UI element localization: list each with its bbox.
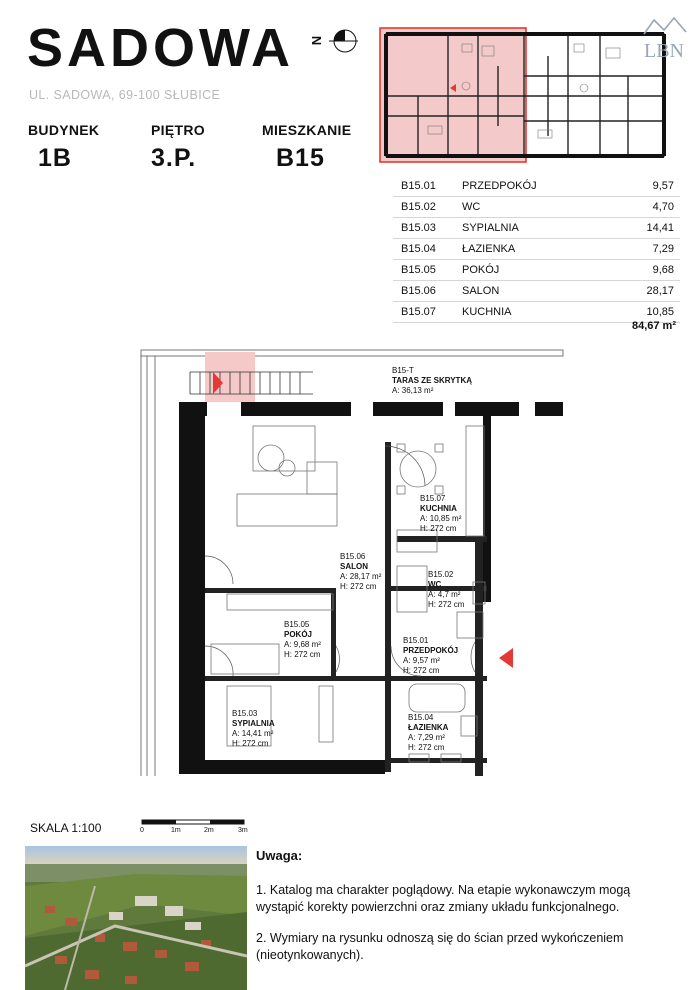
plan-label-pokoj: B15.05 POKÓJ A: 9,68 m² H: 272 cm (284, 620, 321, 659)
room-name: WC (454, 197, 609, 218)
room-code: B15.05 (393, 260, 454, 281)
scale-label: SKALA 1:100 (30, 821, 102, 835)
total-area: 84,67 m² (631, 320, 676, 332)
project-address: UL. SADOWA, 69-100 SŁUBICE (29, 88, 221, 102)
room-name: KUCHNIA (454, 302, 609, 323)
floor-label: PIĘTRO (151, 122, 205, 138)
compass-north-label: N (309, 35, 325, 46)
room-row (393, 260, 680, 281)
scale-tick: 2m (204, 827, 214, 834)
apartment-label: MIESZKANIE (262, 122, 352, 138)
plan-label-hall: B15.01 PRZEDPOKÓJ A: 9,57 m² H: 272 cm (403, 636, 459, 675)
note-item: 2. Wymiary na rysunku odnoszą się do ścian przed wykończeniem (nieotynkowanych). (256, 931, 624, 962)
room-code: B15.04 (393, 239, 454, 260)
floor-value: 3.P. (151, 144, 197, 172)
room-row (393, 197, 680, 218)
room-code: B15.01 (393, 176, 454, 197)
room-code: B15.02 (393, 197, 454, 218)
room-name: PRZEDPOKÓJ (454, 176, 609, 197)
lbn-logo (640, 12, 690, 62)
plan-label-terrace: B15-T TARAS ZE SKRYTKĄ A: 36,13 m² (392, 366, 472, 395)
room-area: 9,68 (609, 260, 680, 281)
room-code: B15.07 (393, 302, 454, 323)
project-title: SADOWA (27, 18, 294, 78)
aerial-photo (25, 846, 247, 990)
plan-label-bathroom: B15.04 ŁAZIENKA A: 7,29 m² H: 272 cm (408, 713, 449, 752)
notes-heading: Uwaga: (256, 848, 303, 863)
note-item: 1. Katalog ma charakter poglądowy. Na etapie wykonawczym mogą wystąpić korekty powierzchni oraz zmiany układu funkcjonalnego. (256, 883, 631, 914)
room-row (393, 239, 680, 260)
notes-section (256, 847, 678, 978)
room-row (393, 281, 680, 302)
room-code: B15.06 (393, 281, 454, 302)
scale-tick: 0 (140, 827, 144, 834)
plan-label-salon: B15.06 SALON A: 28,17 m² H: 272 cm (340, 552, 382, 591)
building-value: 1B (38, 144, 72, 172)
room-name: SYPIALNIA (454, 218, 609, 239)
scale-tick: 3m (238, 827, 248, 834)
room-row (393, 218, 680, 239)
room-area: 7,29 (609, 239, 680, 260)
room-name: ŁAZIENKA (454, 239, 609, 260)
key-plan (378, 26, 670, 164)
logo-text: LBN (644, 40, 684, 62)
room-name: SALON (454, 281, 609, 302)
room-area: 10,85 (609, 302, 680, 323)
room-area: 4,70 (609, 197, 680, 218)
room-area: 9,57 (609, 176, 680, 197)
compass-icon (309, 28, 358, 54)
room-area-table (393, 176, 680, 323)
room-row (393, 176, 680, 197)
room-code: B15.03 (393, 218, 454, 239)
building-label: BUDYNEK (28, 122, 100, 138)
scale-tick: 1m (171, 827, 181, 834)
plan-label-kitchen: B15.07 KUCHNIA A: 10,85 m² H: 272 cm (420, 494, 462, 533)
apartment-value: B15 (276, 144, 325, 172)
room-area: 14,41 (609, 218, 680, 239)
room-area: 28,17 (609, 281, 680, 302)
room-name: POKÓJ (454, 260, 609, 281)
plan-label-bedroom: B15.03 SYPIALNIA A: 14,41 m² H: 272 cm (232, 709, 275, 748)
plan-label-wc: B15.02 WC A: 4,7 m² H: 272 cm (428, 570, 465, 609)
scale-bar (140, 818, 246, 836)
